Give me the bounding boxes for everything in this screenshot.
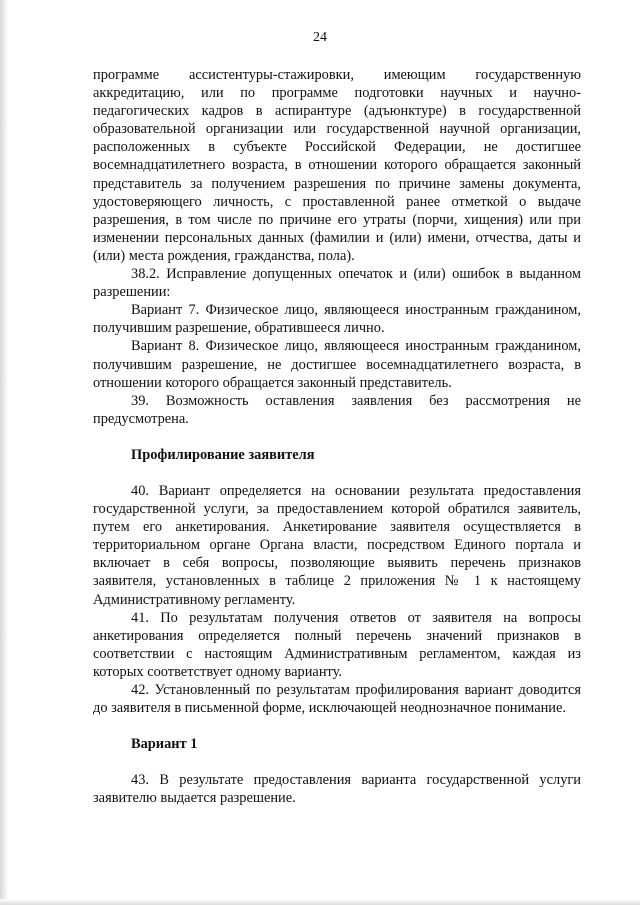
scan-edge-shadow (0, 0, 8, 905)
paragraph-variant-8: Вариант 8. Физическое лицо, являющееся иностранным гражданином, получившим разрешение, не достигшее восемнадцатилетнего возраста, в отношении которого обращается законный представитель. (93, 338, 581, 391)
paragraph-43: 43. В результате предоставления варианта государственной услуги заявителю выдается разрешение. (93, 772, 581, 807)
scan-bottom-shadow (0, 899, 640, 905)
page-number: 24 (313, 30, 327, 45)
paragraph-40: 40. Вариант определяется на основании результата предоставления государственной услуги, за предоставлением которой обратился заявитель, путем его анкетирования. Анкетирование заявителя осуществляется в территориальном органе Органа власти, посредством Единого портала и включает в себя вопросы, позволяющие выявить перечень признаков заявителя, установленных в таблице 2 приложения № 1 к настоящему Административному регламенту. (93, 482, 581, 608)
document-body (93, 66, 581, 807)
section-heading-profiling: Профилирование заявителя (131, 446, 315, 463)
paragraph-38-2: 38.2. Исправление допущенных опечаток и (или) ошибок в выданном разрешении: (93, 266, 581, 301)
paragraph-41: 41. По результатам получения ответов от заявителя на вопросы анкетирования определяется полный перечень значений признаков в соответствии с настоящим Административным регламентом, каждая из которых соответствует одному варианту. (93, 609, 581, 680)
section-heading-variant-1: Вариант 1 (131, 736, 198, 753)
paragraph-variant-7: Вариант 7. Физическое лицо, являющееся иностранным гражданином, получившим разрешение, обратившееся лично. (93, 302, 581, 337)
paragraph-39: 39. Возможность оставления заявления без рассмотрения не предусмотрена. (93, 392, 581, 427)
paragraph-continuation: программе ассистентуры-стажировки, имеющим государственную аккредитацию, или по программе подготовки научных и научно-педагогических кадров в аспирантуре (адъюнктуре) в государственной образовательной организации или государственной научной организации, расположенных в субъекте Российской Федерации, не достигшее восемнадцатилетнего возраста, в отношении которого обращается законный представитель за получением разрешения по причине замены документа, удостоверяющего личность, с проставленной ранее отметкой о выдаче разрешения, в том числе по причине его утраты (порчи, хищения) или при изменении персональных данных (фамилии и (или) имени, отчества, даты и (или) места рождения, гражданства, пола). (93, 67, 581, 264)
paragraph-42: 42. Установленный по результатам профилирования вариант доводится до заявителя в письменной форме, исключающей неоднозначное понимание. (93, 682, 581, 717)
